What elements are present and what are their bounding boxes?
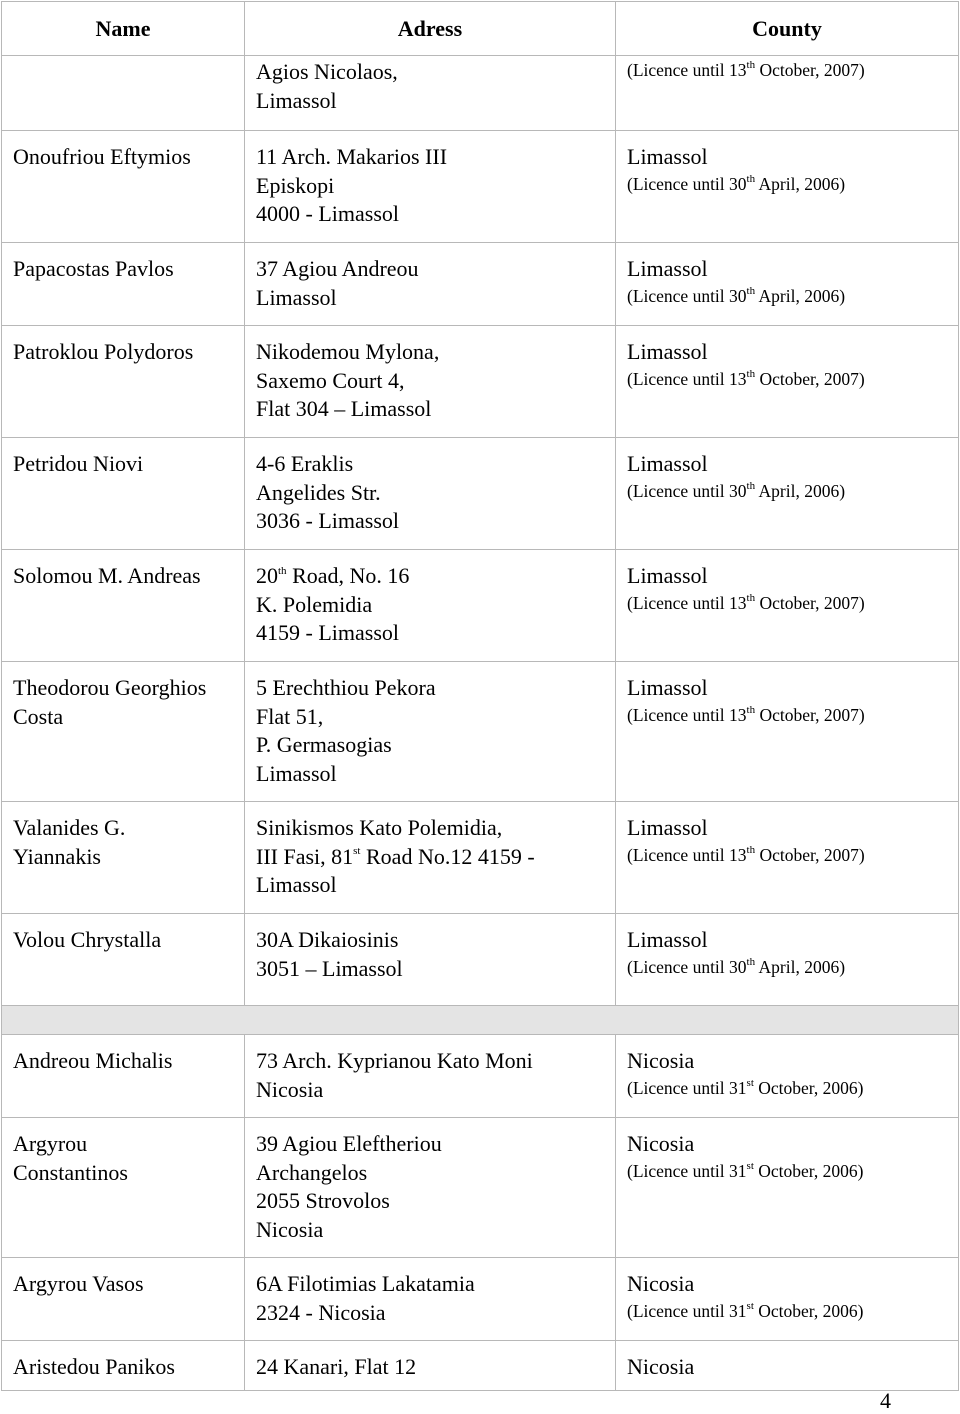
licence-note: (Licence until 13th October, 2007)	[627, 367, 865, 389]
name-line: Petridou Niovi	[13, 451, 144, 476]
address-line: 4-6 Eraklis	[256, 451, 354, 476]
licence-note: (Licence until 31st October, 2006)	[627, 1159, 864, 1181]
name-cell	[2, 438, 245, 550]
address-line: 4159 - Limassol	[256, 620, 399, 645]
name-cell	[2, 131, 245, 243]
name-line: Yiannakis	[13, 843, 101, 869]
licence-note: (Licence until 13th October, 2007)	[627, 703, 865, 725]
address-cell	[245, 802, 616, 914]
superscript: th	[746, 591, 756, 604]
address-line: Nicosia	[256, 1216, 324, 1242]
header-county: County	[616, 2, 959, 56]
county-cell	[616, 1035, 959, 1118]
name-line: Costa	[13, 703, 64, 729]
address-line: 20th Road, No. 16	[256, 563, 410, 588]
address-line: Episkopi	[256, 172, 335, 198]
page-number: 4	[880, 1388, 891, 1413]
address-line: Nikodemou Mylona,	[256, 339, 440, 364]
address-line: 4000 - Limassol	[256, 201, 399, 226]
address-line: Saxemo Court 4,	[256, 367, 405, 393]
superscript: th	[746, 172, 756, 185]
superscript: th	[746, 59, 756, 72]
address-cell	[245, 1341, 616, 1391]
superscript: st	[353, 845, 361, 858]
county-cell	[616, 438, 959, 550]
superscript: th	[746, 955, 756, 968]
address-cell	[245, 550, 616, 662]
address-line: 6A Filotimias Lakatamia	[256, 1271, 475, 1296]
name-line: Andreou Michalis	[13, 1048, 173, 1073]
address-cell	[245, 56, 616, 131]
county-cell	[616, 914, 959, 1006]
county-cell	[616, 1341, 959, 1391]
name-cell	[2, 243, 245, 326]
county-cell	[616, 243, 959, 326]
name-line: Papacostas Pavlos	[13, 256, 174, 281]
county-cell	[616, 1118, 959, 1258]
licence-note: (Licence until 30th April, 2006)	[627, 284, 846, 306]
address-line: 2324 - Nicosia	[256, 1299, 386, 1325]
table-row	[2, 243, 959, 326]
name-cell	[2, 550, 245, 662]
name-cell	[2, 1341, 245, 1391]
superscript: th	[746, 284, 756, 297]
name-line: Theodorou Georghios	[13, 675, 207, 700]
name-line: Patroklou Polydoros	[13, 339, 194, 364]
name-line: Solomou M. Andreas	[13, 563, 201, 588]
superscript: th	[746, 367, 756, 380]
county-cell	[616, 326, 959, 438]
address-line: 2055 Strovolos	[256, 1188, 390, 1213]
address-cell	[245, 326, 616, 438]
table-row	[2, 438, 959, 550]
header-address: Adress	[245, 2, 616, 56]
county-cell	[616, 662, 959, 802]
address-line: Angelides Str.	[256, 479, 381, 505]
address-line: Sinikismos Kato Polemidia,	[256, 815, 503, 840]
register-table	[1, 1, 959, 1391]
superscript: th	[746, 479, 756, 492]
name-line: Valanides G.	[13, 815, 126, 840]
county-name: Limassol	[627, 451, 708, 476]
address-line: 30A Dikaiosinis	[256, 927, 399, 952]
county-name: Limassol	[627, 256, 708, 281]
superscript: st	[746, 1076, 754, 1089]
licence-note: (Licence until 31st October, 2006)	[627, 1299, 864, 1321]
superscript: st	[746, 1159, 754, 1172]
address-line: Limassol	[256, 87, 337, 113]
county-name: Limassol	[627, 563, 708, 588]
address-line: Limassol	[256, 872, 337, 897]
licence-note: (Licence until 13th October, 2007)	[627, 843, 865, 865]
county-cell	[616, 56, 959, 131]
address-line: 24 Kanari, Flat 12	[256, 1354, 417, 1379]
address-cell	[245, 1035, 616, 1118]
name-cell	[2, 1258, 245, 1341]
address-cell	[245, 662, 616, 802]
address-line: 11 Arch. Makarios III	[256, 144, 448, 169]
table-row	[2, 1035, 959, 1118]
county-cell	[616, 1258, 959, 1341]
superscript: th	[746, 703, 756, 716]
table-row	[2, 550, 959, 662]
licence-note: (Licence until 31st October, 2006)	[627, 1076, 864, 1098]
table-row	[2, 1258, 959, 1341]
address-line: Limassol	[256, 284, 337, 310]
superscript: st	[746, 1299, 754, 1312]
address-cell	[245, 1258, 616, 1341]
county-name: Limassol	[627, 339, 708, 364]
separator-cell	[2, 1006, 959, 1035]
address-line: Limassol	[256, 760, 337, 786]
table-row	[2, 326, 959, 438]
licence-note: (Licence until 13th October, 2007)	[627, 59, 865, 80]
section-separator	[2, 1006, 959, 1035]
name-line: Argyrou	[13, 1131, 88, 1156]
address-line: Flat 51,	[256, 703, 324, 729]
address-line: 73 Arch. Kyprianou Kato Moni	[256, 1048, 533, 1073]
licence-note: (Licence until 30th April, 2006)	[627, 955, 846, 977]
table-row	[2, 914, 959, 1006]
name-cell	[2, 914, 245, 1006]
table-row	[2, 662, 959, 802]
address-line: Archangelos	[256, 1159, 368, 1185]
address-line: Agios Nicolaos,	[256, 59, 398, 84]
name-line: Aristedou Panikos	[13, 1354, 175, 1379]
address-cell	[245, 914, 616, 1006]
county-cell	[616, 131, 959, 243]
header-name: Name	[2, 2, 245, 56]
name-cell	[2, 1035, 245, 1118]
name-cell	[2, 662, 245, 802]
address-line: 39 Agiou Eleftheriou	[256, 1131, 442, 1156]
address-cell	[245, 438, 616, 550]
superscript: th	[278, 564, 287, 577]
address-line: Flat 304 – Limassol	[256, 396, 432, 421]
county-name: Limassol	[627, 675, 708, 700]
address-line: 3051 – Limassol	[256, 955, 403, 981]
address-cell	[245, 243, 616, 326]
superscript: th	[746, 843, 756, 856]
county-cell	[616, 550, 959, 662]
licence-note: (Licence until 13th October, 2007)	[627, 591, 865, 613]
licence-note: (Licence until 30th April, 2006)	[627, 479, 846, 501]
name-cell	[2, 326, 245, 438]
address-line: 37 Agiou Andreou	[256, 256, 419, 281]
table-row	[2, 802, 959, 914]
address-line: P. Germasogias	[256, 732, 392, 757]
name-line: Volou Chrystalla	[13, 927, 162, 952]
county-name: Limassol	[627, 815, 708, 840]
address-line: K. Polemidia	[256, 591, 373, 617]
county-name: Nicosia	[627, 1131, 695, 1156]
address-line: III Fasi, 81st Road No.12 4159 -	[256, 843, 535, 869]
address-line: Nicosia	[256, 1076, 324, 1102]
table-row	[2, 56, 959, 131]
licence-note: (Licence until 30th April, 2006)	[627, 172, 846, 194]
address-cell	[245, 131, 616, 243]
table-row	[2, 131, 959, 243]
address-line: 3036 - Limassol	[256, 508, 399, 533]
address-line: 5 Erechthiou Pekora	[256, 675, 436, 700]
county-name: Limassol	[627, 927, 708, 952]
name-line: Argyrou Vasos	[13, 1271, 144, 1296]
county-cell	[616, 802, 959, 914]
name-cell	[2, 56, 245, 131]
county-name: Nicosia	[627, 1271, 695, 1296]
county-name: Nicosia	[627, 1354, 695, 1379]
header-row	[2, 2, 959, 56]
name-cell	[2, 1118, 245, 1258]
county-name: Nicosia	[627, 1048, 695, 1073]
name-line: Onoufriou Eftymios	[13, 144, 191, 169]
table-row	[2, 1341, 959, 1391]
address-cell	[245, 1118, 616, 1258]
name-cell	[2, 802, 245, 914]
table-row	[2, 1118, 959, 1258]
name-line: Constantinos	[13, 1159, 128, 1185]
county-name: Limassol	[627, 144, 708, 169]
